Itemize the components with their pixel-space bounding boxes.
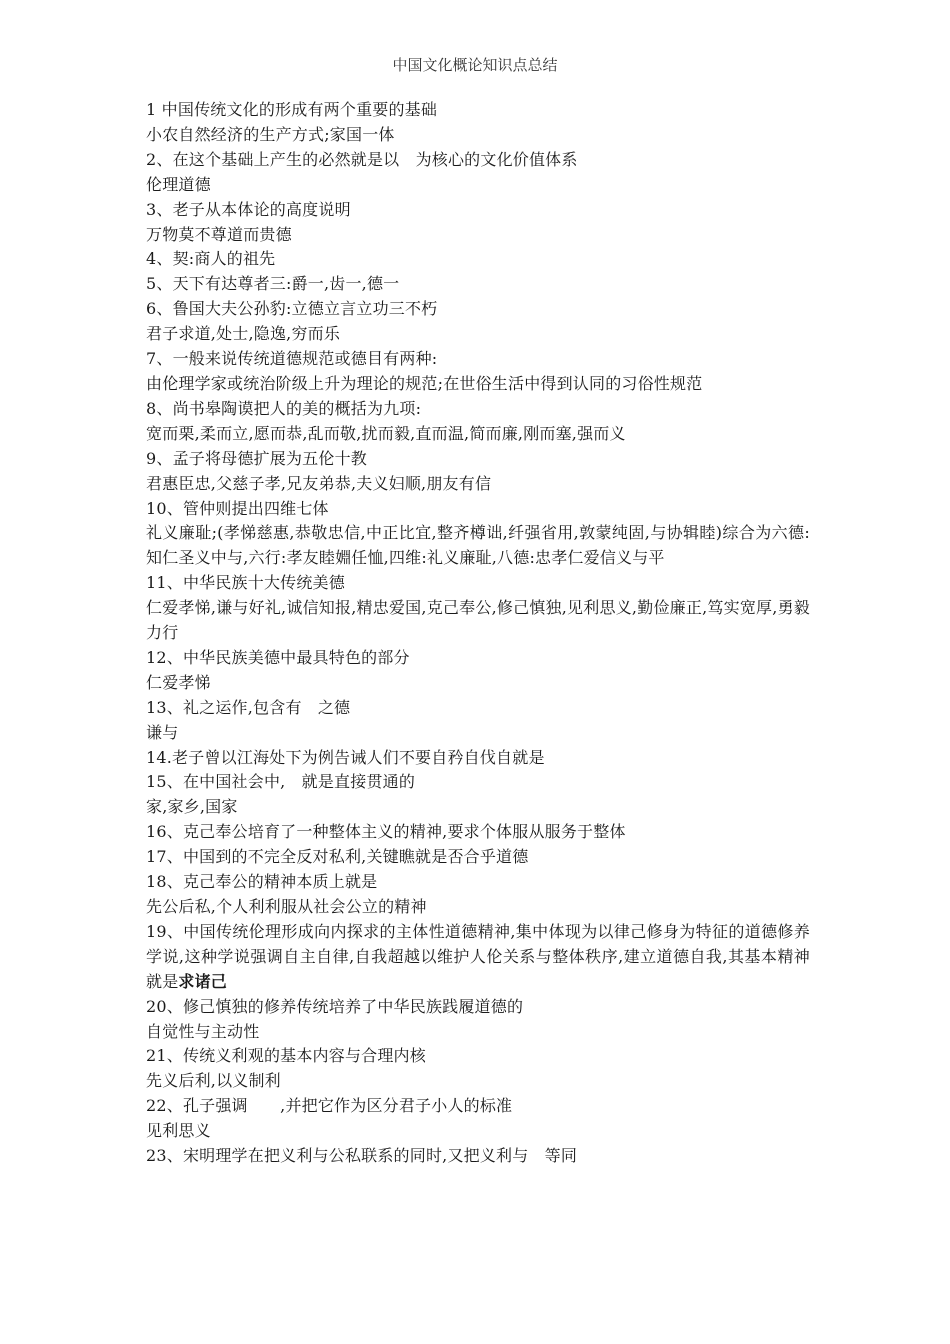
text-line: 21、传统义利观的基本内容与合理内核	[146, 1046, 426, 1066]
text-paragraph: 仁爱孝悌,谦与好礼,诚信知报,精忠爱国,克己奉公,修己慎独,见利思义,勤俭廉正,笃实宽厚,勇毅力行	[146, 598, 810, 643]
text-line: 万物莫不尊道而贵德	[146, 224, 292, 244]
text-line: 伦理道德	[146, 174, 211, 194]
text-line: 8、尚书皋陶谟把人的美的概括为九项:	[146, 398, 422, 418]
page-title: 中国文化概论知识点总结	[392, 56, 558, 74]
text-line: 23、宋明理学在把义利与公私联系的同时,又把义利与 等同	[146, 1146, 578, 1166]
text-line: 18、克己奉公的精神本质上就是	[146, 872, 378, 892]
text-line: 10、管仲则提出四维七体	[146, 498, 329, 518]
text-line: 仁爱孝悌	[146, 672, 211, 692]
document-body	[146, 98, 810, 1169]
text-line: 14.老子曾以江海处下为例告诫人们不要自矜自伐自就是	[146, 747, 545, 767]
text-line: 3、老子从本体论的高度说明	[146, 199, 351, 219]
text-line: 6、鲁国大夫公孙豹:立德立言立功三不朽	[146, 299, 438, 319]
text-line: 11、中华民族十大传统美德	[146, 573, 345, 593]
text-line: 13、礼之运作,包含有 之德	[146, 697, 351, 717]
emphasis-text: 求诸己	[178, 971, 228, 991]
text-line: 12、中华民族美德中最具特色的部分	[146, 647, 410, 667]
text-line: 君子求道,处士,隐逸,穷而乐	[146, 324, 341, 344]
text-line: 谦与	[146, 722, 179, 742]
text-line: 自觉性与主动性	[146, 1021, 260, 1041]
text-line: 宽而栗,柔而立,愿而恭,乱而敬,扰而毅,直而温,简而廉,刚而塞,强而义	[146, 423, 626, 443]
text-line: 1 中国传统文化的形成有两个重要的基础	[146, 100, 438, 119]
text-line: 16、克己奉公培育了一种整体主义的精神,要求个体服从服务于整体	[146, 822, 626, 842]
text-line: 小农自然经济的生产方式;家国一体	[146, 124, 395, 144]
text-paragraph	[146, 920, 810, 995]
text-line: 5、天下有达尊者三:爵一,齿一,德一	[146, 274, 400, 294]
text-line: 先公后私,个人利利服从社会公立的精神	[146, 897, 427, 916]
text-line: 17、中国到的不完全反对私利,关键瞧就是否合乎道德	[146, 847, 529, 867]
text-line: 由伦理学家或统治阶级上升为理论的规范;在世俗生活中得到认同的习俗性规范	[146, 373, 703, 393]
text-line: 22、孔子强调 ,并把它作为区分君子小人的标准	[146, 1096, 513, 1116]
text-line: 4、契:商人的祖先	[146, 249, 276, 269]
text-line: 家,家乡,国家	[146, 797, 238, 817]
text-paragraph: 礼义廉耻;(孝悌慈惠,恭敬忠信,中正比宜,整齐樽诎,纤强省用,敦蒙纯固,与协辑睦)综合为六德:知仁圣义中与,六行:孝友睦婣任恤,四维:礼义廉耻,八德:忠孝仁爱信义与平	[146, 523, 810, 568]
text-line: 7、一般来说传统道德规范或德目有两种:	[146, 349, 438, 369]
text-line: 20、修己慎独的修养传统培养了中华民族践履道德的	[146, 996, 524, 1016]
text-line: 见利思义	[146, 1121, 211, 1141]
text-line: 君惠臣忠,父慈子孝,兄友弟恭,夫义妇顺,朋友有信	[146, 473, 492, 493]
text-line: 先义后利,以义制利	[146, 1071, 281, 1091]
text-line: 15、在中国社会中, 就是直接贯通的	[146, 772, 416, 792]
paragraph-text: 19、中国传统伦理形成向内探求的主体性道德精神,集中体现为以律己修身为特征的道德修养学说,这种学说强调自主自律,自我超越以维护人伦关系与整体秩序,建立道德自我,其基本精神就是	[146, 921, 810, 991]
text-line: 9、孟子将母德扩展为五伦十教	[146, 448, 367, 468]
text-line: 2、在这个基础上产生的必然就是以 为核心的文化价值体系	[146, 149, 578, 169]
